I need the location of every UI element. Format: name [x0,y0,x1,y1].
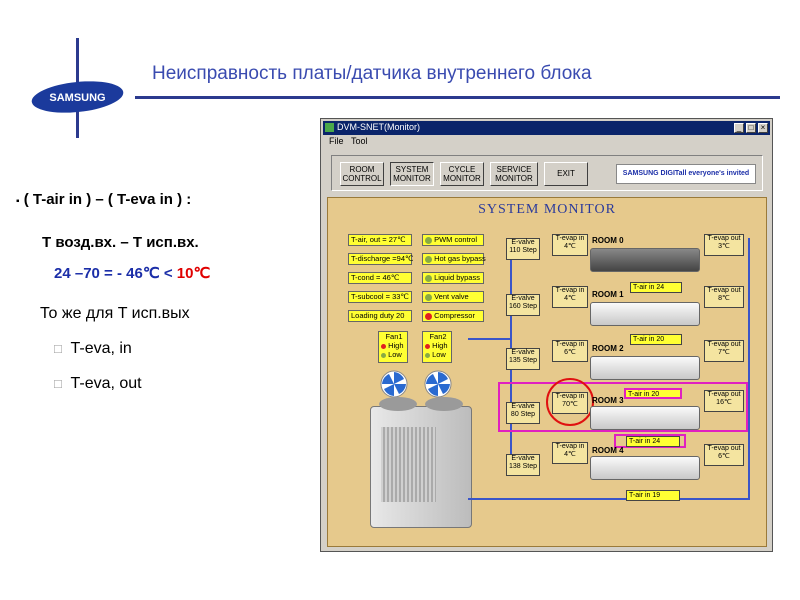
outdoor-fan-top [379,397,417,411]
brand-banner: SAMSUNG DIGITall everyone's invited [616,164,756,184]
status-loading-duty: Loading duty 20 [348,310,412,322]
service-monitor-button[interactable]: SERVICE MONITOR [490,162,538,186]
status-t-cond: T-cond = 46℃ [348,272,412,284]
calc-line [54,264,210,282]
status-lamp [425,353,430,358]
formula-text: ( T-air in ) – ( T-eva in ) : [23,191,192,208]
room2-evalve: E-valve 135 Step [506,348,540,370]
square-outline-icon: □ [54,341,62,356]
menu-bar [323,135,770,148]
minimize-button[interactable]: _ [734,123,744,133]
pipe-line [468,338,510,340]
indicator-liquid [422,272,484,284]
room0-indoor-unit [590,248,700,272]
indicator-lamp [425,237,432,244]
system-monitor-button[interactable]: SYSTEM MONITOR [390,162,434,186]
status-t-subcool: T-subcool = 33℃ [348,291,412,303]
room1-evalve: E-valve 160 Step [506,294,540,316]
fan-low: Low [388,350,402,359]
window-titlebar[interactable] [323,121,770,135]
fan-icon [380,370,408,398]
room0-evap-in: T-evap in 4℃ [552,234,588,256]
room4-evap-out: T-evap out 6℃ [704,444,744,466]
fault-circle [546,378,594,426]
room4-label: ROOM 4 [592,446,624,455]
fan-name: Fan1 [385,332,403,341]
fan1-box [378,331,408,363]
room0-evap-out: T-evap out 3℃ [704,234,744,256]
room3-evalve: E-valve 80 Step [506,402,540,424]
room2-evap-in: T-evap in 6℃ [552,340,588,362]
room0-label: ROOM 0 [592,236,624,245]
cycle-monitor-button[interactable]: CYCLE MONITOR [440,162,484,186]
status-lamp [381,344,386,349]
exit-button[interactable]: EXIT [544,162,588,186]
room1-air-in: T-air in 24 [630,282,682,293]
fan-high: High [432,341,448,350]
room4-air-in: T-air in 24 [626,436,680,447]
room3-label: ROOM 3 [592,396,624,405]
fan2-box [422,331,452,363]
indicator-vent [422,291,484,303]
formula-ru: T возд.вх. – T исп.вх. [42,234,199,251]
room2-indoor-unit [590,356,700,380]
calc-prefix: 24 –70 = - 46℃ < [54,265,177,282]
formula-line [16,191,191,208]
room4-evap-in: T-evap in 4℃ [552,442,588,464]
room1-evap-out: T-evap out 8℃ [704,286,744,308]
room2-evap-out: T-evap out 7℃ [704,340,744,362]
fan-name: Fan2 [429,332,447,341]
indicator-label: Hot gas bypass [434,254,486,263]
indicator-label: Liquid bypass [434,273,480,282]
app-icon [325,123,334,132]
system-monitor-panel [327,197,767,547]
status-t-discharge: T-discharge =94℃ [348,253,412,265]
indicator-pwm [422,234,484,246]
indicator-lamp [425,256,432,263]
indicator-label: Vent valve [434,292,469,301]
logo-text: SAMSUNG [49,92,106,104]
same-for-text: То же для T исп.вых [40,305,190,322]
indicator-label: PWM control [434,235,478,244]
indicator-lamp [425,294,432,301]
sub-item-2 [54,375,142,393]
close-button[interactable]: × [758,123,768,133]
room0-evalve: E-valve 110 Step [506,238,540,260]
indicator-compressor [422,310,484,322]
window-title: DVM-SNET(Monitor) [337,122,421,132]
indicator-label: Compressor [434,311,475,320]
square-bullet-icon: ▪ [16,196,20,207]
fan-high: High [388,341,404,350]
square-outline-icon: □ [54,376,62,391]
samsung-logo [30,78,125,116]
room3-air-in: T-air in 20 [624,388,682,399]
status-lamp [425,344,430,349]
menu-tool[interactable]: Tool [351,136,368,146]
room3-indoor-unit [590,406,700,430]
room4-indoor-unit [590,456,700,480]
sub-item-label: T-eva, out [70,375,142,392]
menu-file[interactable]: File [329,136,344,146]
fan-low: Low [432,350,446,359]
indicator-hot-gas [422,253,484,265]
monitor-title: SYSTEM MONITOR [478,202,616,217]
room3-evap-in: T-evap in 70℃ [552,392,588,414]
status-lamp [381,353,386,358]
title-underline [135,96,780,99]
room-control-button[interactable]: ROOM CONTROL [340,162,384,186]
indicator-lamp [425,275,432,282]
outdoor-fan-top [425,397,463,411]
room4-evalve: E-valve 138 Step [506,454,540,476]
indicator-lamp [425,313,432,320]
sub-item-label: T-eva, in [70,340,132,357]
room1-indoor-unit [590,302,700,326]
monitor-window [320,118,773,552]
calc-threshold: 10℃ [176,265,211,282]
room1-label: ROOM 1 [592,290,624,299]
sub-item-1 [54,340,132,358]
extra-air-in: T-air in 19 [626,490,680,501]
toolbar [331,155,763,191]
room1-evap-in: T-evap in 4℃ [552,286,588,308]
room3-evap-out: T-evap out 16℃ [704,390,744,412]
status-t-air-out: T-air, out = 27℃ [348,234,412,246]
fan-icon [424,370,452,398]
pipe-line [468,498,748,500]
outdoor-unit [370,406,472,528]
slide-title: Неисправность платы/датчика внутреннего блока [152,63,592,84]
pipe-line [748,238,750,500]
outdoor-grille [381,427,436,502]
room2-label: ROOM 2 [592,344,624,353]
maximize-button[interactable]: □ [746,123,756,133]
room2-air-in: T-air in 20 [630,334,682,345]
